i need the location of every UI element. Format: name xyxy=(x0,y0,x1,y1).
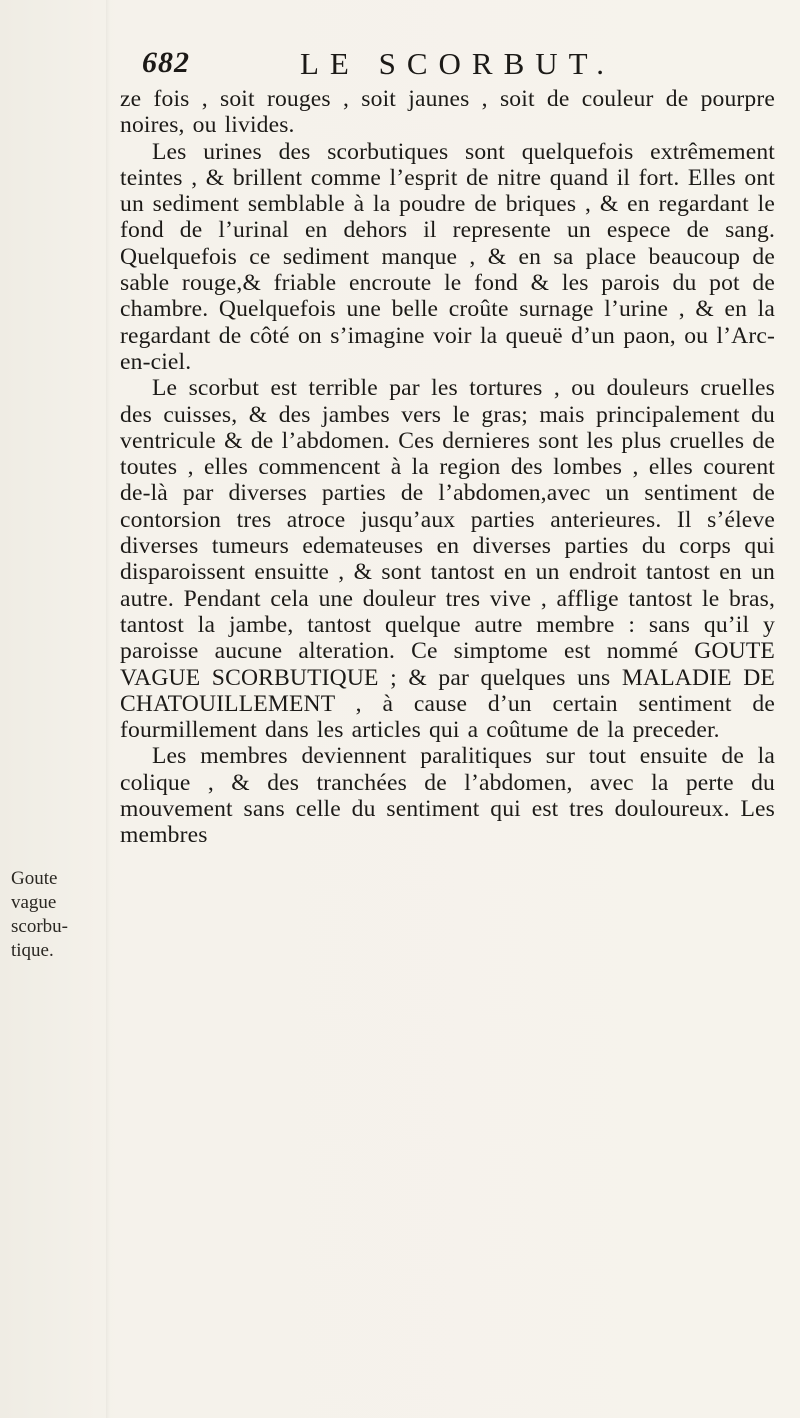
page-number: 682 xyxy=(142,46,190,79)
margin-note-line: tique. xyxy=(11,940,54,961)
running-title: LE SCORBUT. xyxy=(300,46,616,81)
margin-note-line: scorbu- xyxy=(11,916,68,937)
page-header xyxy=(142,46,782,88)
paragraph-continued: ze fois , soit rouges , soit jaunes , soit de couleur de pourpre noires, ou livides. xyxy=(120,86,775,139)
gutter-shadow xyxy=(106,0,110,1418)
main-text xyxy=(120,86,775,849)
margin-note-line: Goute xyxy=(11,868,58,889)
margin-note-line: vague xyxy=(11,892,57,913)
paragraph-membres: Les membres deviennent paralitiques sur tout ensuite de la colique , & des tranchées de l’abdomen, avec la perte du mouvement sans celle du sentiment qui est tres douloureux. Les membres xyxy=(120,743,775,849)
paragraph-urines: Les urines des scorbutiques sont quelquefois extrêmement teintes , & brillent comme l’esprit de nitre quand il fort. Elles ont un sediment semblable à la poudre de briques , & en regardant le fond de l’urinal en dehors il represente un espece de sang. Quelquefois ce sediment manque , & en sa place beaucoup de sable rouge,& friable encroute le fond & les parois du pot de chambre. Quelquefois une belle croûte surnage l’urine , & en la regardant de côté on s’imagine voir la queuë d’un paon, ou l’Arc-en-ciel. xyxy=(120,138,775,375)
margin-note xyxy=(11,867,109,963)
paragraph-tortures: Le scorbut est terrible par les tortures , ou douleurs cruelles des cuisses, & des jambes vers le gras; mais principalement du ventricule & de l’abdomen. Ces dernieres sont les plus cruelles de toutes , elles commencent à la region des lombes , elles courent de-là par diverses parties de l’abdomen,avec un sentiment de contorsion tres atroce jusqu’aux parties anterieures. Il s’éleve diverses tumeurs edemateuses en diverses parties du corps qui disparoissent ensuitte , & sont tantost en un endroit tantost en un autre. Pendant cela une douleur tres vive , afflige tantost le bras, tantost la jambe, tantost quelque autre membre : sans qu’il y paroisse aucune alteration. Ce simptome est nommé GOUTE VAGUE SCORBUTIQUE ; & par quelques uns MALADIE DE CHATOUILLEMENT , à cause d’un certain sentiment de fourmillement dans les articles qui a coûtume de la preceder. xyxy=(120,375,775,744)
